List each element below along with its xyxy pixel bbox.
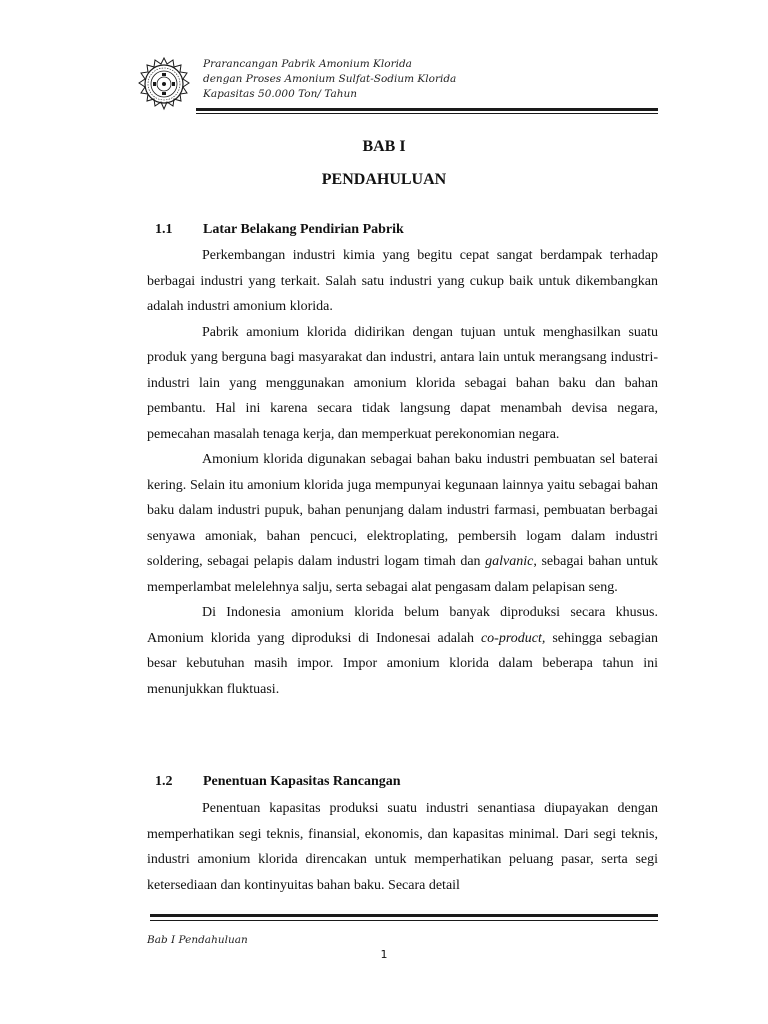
- section-number: 1.1: [155, 222, 173, 237]
- document-header: [203, 57, 456, 102]
- paragraph: [147, 447, 658, 600]
- paragraph-text: , sebagai bahan untuk memperlambat melelehnya salju, serta sebagai alat pengasam dalam pelapisan seng.: [147, 554, 658, 595]
- paragraph-text: Amonium klorida digunakan sebagai bahan baku industri pembuatan sel baterai kering. Selain itu amonium klorida juga mempunyai kegunaan lainnya yaitu sebagai bahan baku dalam industri pupuk, bahan penunjang dalam industri farmasi, pembuatan berbagai senyawa amoniak, bahan pencuci, elektroplating, pembersih logam dalam industri soldering, sebagai pelapis dalam industri logam timah dan: [147, 452, 658, 569]
- section-title: Latar Belakang Pendirian Pabrik: [203, 222, 404, 237]
- header-line-3: Kapasitas 50.000 Ton/ Tahun: [203, 88, 357, 100]
- section-body-1-1: [147, 243, 658, 702]
- chapter-title: PENDAHULUAN: [321, 171, 447, 188]
- header-line-1: Prarancangan Pabrik Amonium Klorida: [203, 58, 412, 70]
- section-body-1-2: [147, 796, 658, 898]
- paragraph-text: Di Indonesia amonium klorida belum banyak diproduksi secara khusus. Amonium klorida yang diproduksi di Indonesai adalah: [147, 605, 658, 646]
- page-number: 1: [380, 948, 388, 961]
- section-title: Penentuan Kapasitas Rancangan: [203, 774, 401, 789]
- italic-term: galvanic: [485, 554, 534, 569]
- paragraph: [147, 600, 658, 702]
- footer-rule-thin: [150, 920, 658, 921]
- chapter-number: BAB I: [362, 138, 406, 155]
- header-rule: [196, 108, 658, 111]
- header-rule-thin: [196, 113, 658, 114]
- italic-term: co-product,: [480, 630, 546, 646]
- section-heading-1-2: [155, 774, 401, 790]
- footer-label: Bab I Pendahuluan: [147, 934, 248, 946]
- paragraph: Perkembangan industri kimia yang begitu cepat sangat berdampak terhadap berbagai industri yang terkait. Salah satu industri yang cukup baik untuk dikembangkan adalah industri amonium klorida.: [147, 248, 658, 314]
- paragraph: Pabrik amonium klorida didirikan dengan tujuan untuk menghasilkan suatu produk yang berguna bagi masyarakat dan industri, antara lain untuk merangsang industri-industri lain yang menggunakan amonium klorida sebagai bahan baku dan bahan pembantu. Hal ini karena secara tidak langsung dapat menambah devisa negara, pemecahan masalah tenaga kerja, dan memperkuat perekonomian negara.: [147, 324, 658, 442]
- section-heading-1-1: [155, 222, 404, 238]
- section-number: 1.2: [155, 774, 173, 789]
- paragraph: Penentuan kapasitas produksi suatu industri senantiasa diupayakan dengan memperhatikan segi teknis, finansial, ekonomis, dan kapasitas minimal. Dari segi teknis, industri amonium klorida direncakan untuk memperhatikan peluang pasar, serta segi ketersediaan dan kontinyuitas bahan baku. Secara detail: [147, 801, 658, 893]
- footer-rule: [150, 914, 658, 917]
- university-seal-icon: [136, 56, 192, 112]
- header-line-2: dengan Proses Amonium Sulfat-Sodium Klorida: [203, 73, 457, 85]
- paragraph-text: sehingga sebagian besar kebutuhan masih impor. Impor amonium klorida dalam beberapa tahun ini menunjukkan fluktuasi.: [147, 630, 658, 697]
